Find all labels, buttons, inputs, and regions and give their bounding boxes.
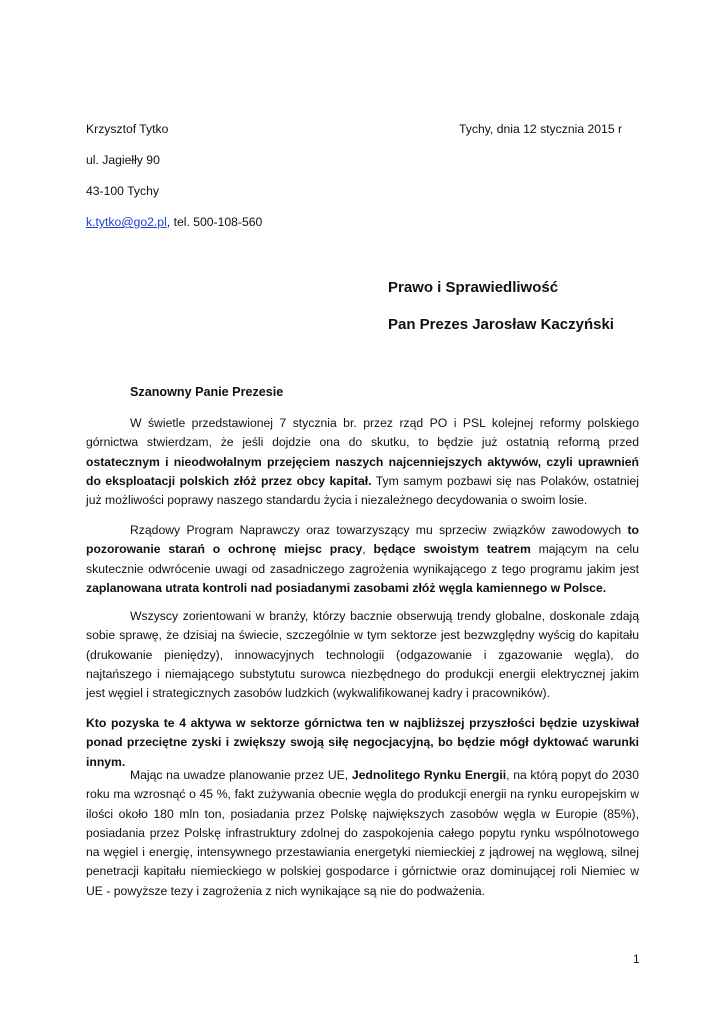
paragraph-1-text-a: W świetle przedstawionej 7 stycznia br. przez rząd PO i PSL kolejnej reformy polskiego górnictwa stwierdzam, że jeśli dojdzie ona do skutku, to będzie już ostatnią reformą przed — [86, 416, 639, 450]
paragraph-1 — [86, 414, 639, 510]
page-number: 1 — [633, 952, 640, 966]
paragraph-5 — [86, 766, 639, 901]
paragraph-1-bold: ostatecznym i nieodwołalnym przejęciem naszych najcenniejszych aktywów, czyli uprawnień do eksploatacji polskich złóż przez obcy kapitał. — [86, 454, 639, 488]
paragraph-3 — [86, 607, 639, 703]
sender-street: ul. Jagiełły 90 — [86, 153, 160, 167]
paragraph-5-text-a: Mając na uwadze planowanie przez UE, — [130, 768, 352, 782]
paragraph-4 — [86, 714, 639, 772]
sender-contact — [86, 215, 262, 230]
paragraph-1-text-c: Tym samym pozbawi się nas Polaków, ostatniej już możliwości poprawy naszego standardu życia i niezależnego decydowania o swoim losie. — [86, 473, 639, 508]
paragraph-4-bold: Kto pozyska te 4 aktywa w sektorze górnictwa ten w najbliższej przyszłości będzie uzyskiwał ponad przeciętne zyski i zwiększy swoją siłę negocjacyjną, bo będzie mógł dyktować warunki innym. — [86, 716, 639, 769]
paragraph-2-text-e: mającym na celu skutecznie odwrócenie uwagi od zasadniczego zagrożenia wynikającego z tego programu jakim jest — [86, 542, 639, 576]
paragraph-2-bold-f: zaplanowana utrata kontroli nad posiadanymi zasobami złóż węgla kamiennego w Polsce. — [86, 580, 607, 595]
paragraph-2-bold-b: to pozorowanie starań o ochronę miejsc pracy — [86, 523, 639, 557]
recipient-org: Prawo i Sprawiedliwość — [388, 279, 559, 296]
paragraph-3-text: Wszyscy zorientowani w branży, którzy bacznie obserwują trendy globalne, doskonale zdają sobie sprawę, że dzisiaj na świecie, szczególnie w tym sektorze jest bezwzględny wyścig do kapitału (drukowanie pieniędzy), innowacyjnych technologii (odgazowanie i zgazowanie węgla), do najtańszego i niemającego substytutu surowca niezbędnego do produkcji energii elektrycznej jakim jest węgiel i strategicznych zasobów ludzkich (wykwalifikowanej kadry i pracowników). — [86, 609, 639, 701]
paragraph-2-text-c: , — [362, 542, 374, 557]
date-line: Tychy, dnia 12 stycznia 2015 r — [459, 122, 623, 136]
email-link[interactable]: k.tytko@go2.pl — [86, 215, 167, 229]
paragraph-2-text-a: Rządowy Program Naprawczy oraz towarzyszący mu sprzeciw związków zawodowych — [130, 523, 628, 537]
recipient-person: Pan Prezes Jarosław Kaczyński — [388, 316, 614, 333]
paragraph-2 — [86, 521, 639, 598]
sender-phone: , tel. 500-108-560 — [166, 215, 263, 229]
paragraph-5-bold: Jednolitego Rynku Energii — [351, 768, 507, 782]
sender-name: Krzysztof Tytko — [86, 122, 169, 136]
paragraph-5-text-c: , na którą popyt do 2030 roku ma wzrosnąć o 45 %, fakt zużywania obecnie węgla do produkcji energii na rynku europejskim w ilości około 180 mln ton, posiadania przez Polskę największych zasobów węgla w Europie (85%), posiadania przez Polskę infrastruktury zdolnej do zaspokojenia całego popytu rynku wspólnotowego na węgiel i energię, intensywnego przestawiania energetyki niemieckiej z jądrowej na węglową, silnej penetracji kapitału niemieckiego w polskiej gospodarce i górnictwie oraz dominującej roli Niemiec w UE - powyższe tezy i zagrożenia z nich wynikające są nie do podważenia. — [86, 768, 639, 898]
paragraph-2-bold-d: będące swoistym teatrem — [373, 542, 531, 557]
sender-city: 43-100 Tychy — [86, 184, 159, 198]
salutation: Szanowny Panie Prezesie — [130, 385, 284, 399]
